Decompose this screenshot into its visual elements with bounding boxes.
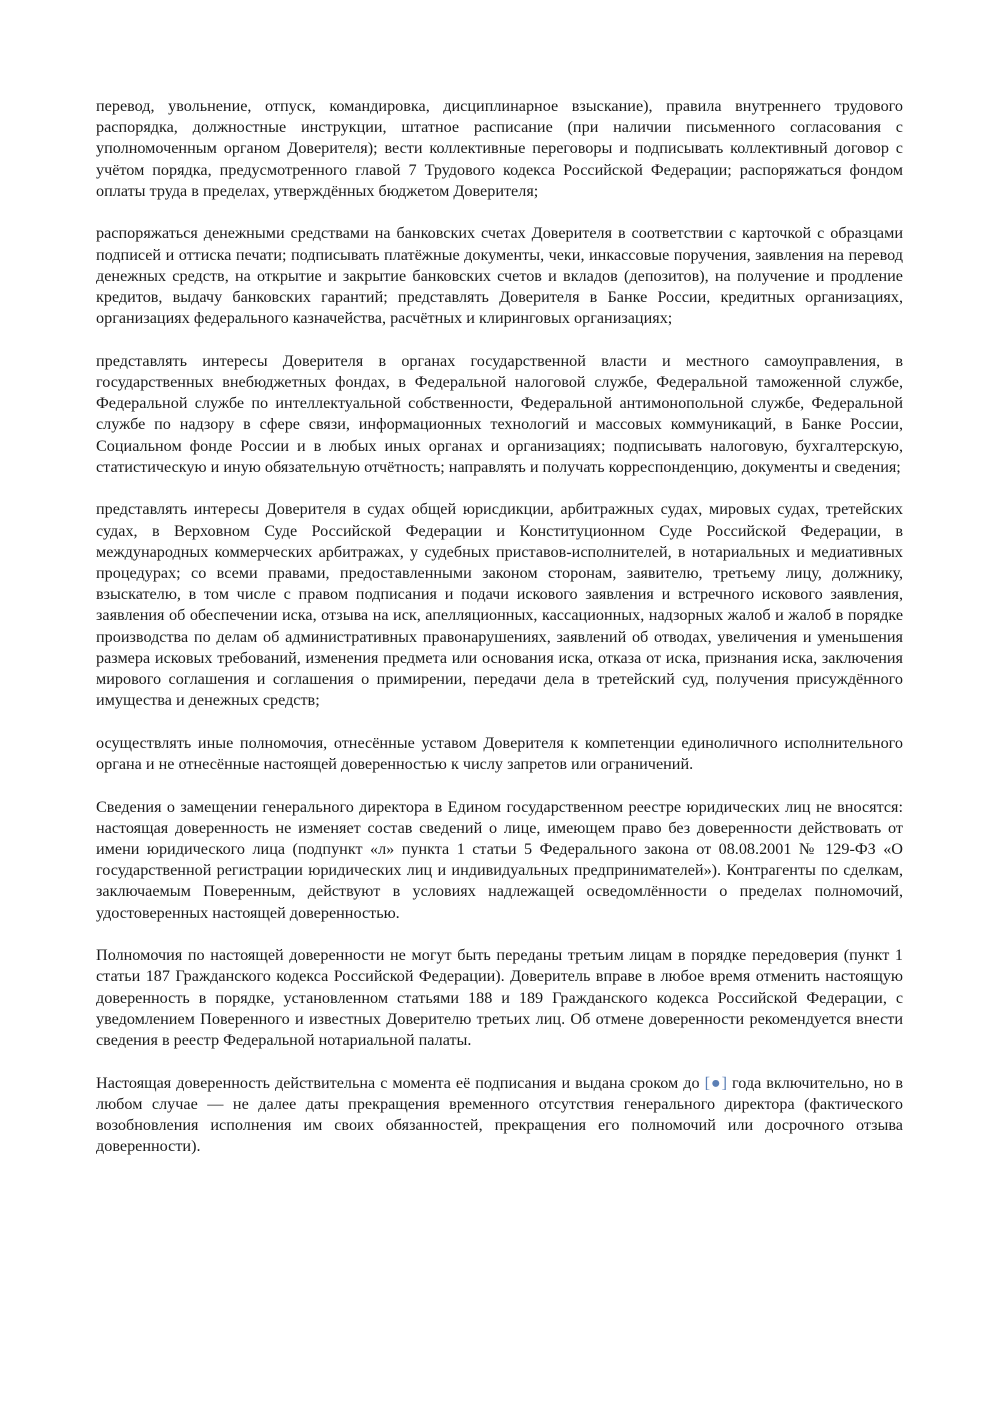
paragraph-court-representation: представлять интересы Доверителя в судах общей юрисдикции, арбитражных судах, мировых судах, третейских судах, в Верховном Суде Российской Федерации и Конституционном Суде Российской Федерации, в международных коммерческих арбитражах, у судебных приставов-исполнителей, в нотариальных и медиативных процедурах; со всеми правами, предоставленными законом сторонам, заявителю, третьему лицу, должнику, взыскателю, в том числе с правом подписания и подачи искового заявления и встречного искового заявления, заявления об обеспечении иска, отзыва на иск, апелляционных, кассационных, надзорных жалоб и жалоб в порядке производства по делам об административных правонарушениях, заявлений об отводах, увеличения и уменьшения размера исковых требований, изменения предмета или основания иска, отказа от иска, признания иска, заключения мирового соглашения и соглашения о примирении, передачи дела в третейский суд, получения присуждённого имущества и денежных средств;: [96, 500, 903, 710]
document-page: [96, 96, 903, 1179]
paragraph-validity-term: [96, 1073, 903, 1158]
paragraph-no-delegation: Полномочия по настоящей доверенности не могут быть переданы третьим лицам в порядке передоверия (пункт 1 статьи 187 Гражданского кодекса Российской Федерации). Доверитель вправе в любое время отменить настоящую доверенность в порядке, установленном статьями 188 и 189 Гражданского кодекса Российской Федерации, с уведомлением Поверенного и известных Доверителю третьих лиц. Об отмене доверенности рекомендуется внести сведения в реестр Федеральной нотариальной палаты.: [96, 946, 903, 1050]
date-placeholder: [●]: [704, 1073, 728, 1092]
paragraph-government-representation: представлять интересы Доверителя в органах государственной власти и местного самоуправления, в государственных внебюджетных фондах, в Федеральной налоговой службе, Федеральной таможенной службе, Федеральной службе по интеллектуальной собственности, Федеральной антимонопольной службе, Федеральной службе по надзору в сфере связи, информационных технологий и массовых коммуникаций, в Банке России, Социальном фонде России и в любых иных органах и организациях; подписывать налоговую, бухгалтерскую, статистическую и иную обязательную отчётность; направлять и получать корреспонденцию, документы и сведения;: [96, 351, 903, 476]
paragraph-other-powers: осуществлять иные полномочия, отнесённые уставом Доверителя к компетенции единоличного исполнительного органа и не отнесённые настоящей доверенностью к числу запретов или ограничений.: [96, 733, 903, 774]
paragraph-personnel-powers: перевод, увольнение, отпуск, командировка, дисциплинарное взыскание), правила внутреннего трудового распорядка, должностные инструкции, штатное расписание (при наличии письменного согласования с уполномоченным органом Доверителя); вести коллективные переговоры и подписывать коллективный договор с учётом порядка, предусмотренного главой 7 Трудового кодекса Российской Федерации; распоряжаться фондом оплаты труда в пределах, утверждённых бюджетом Доверителя;: [96, 97, 903, 200]
validity-text-after: года включительно, но в любом случае — не далее даты прекращения временного отсутствия генерального директора (фактического возобновления исполнения им своих обязанностей, прекращения его полномочий или досрочного отзыва доверенности).: [96, 1073, 904, 1156]
validity-text-before: Настоящая доверенность действительна с момента её подписания и выдана сроком до: [96, 1073, 705, 1092]
paragraph-banking-powers: распоряжаться денежными средствами на банковских счетах Доверителя в соответствии с карточкой с образцами подписей и оттиска печати; подписывать платёжные документы, чеки, инкассовые поручения, заявления на перевод денежных средств, на открытие и закрытие банковских счетов и вкладов (депозитов), на получение и продление кредитов, выдачу банковских гарантий; представлять Доверителя в Банке России, кредитных организациях, организациях федерального казначейства, расчётных и клиринговых организациях;: [96, 224, 903, 328]
paragraph-egrul-note: Сведения о замещении генерального директора в Едином государственном реестре юридических лиц не вносятся: настоящая доверенность не изменяет состав сведений о лице, имеющем право без доверенности действовать от имени юридического лица (подпункт «л» пункта 1 статьи 5 Федерального закона от 08.08.2001 № 129-ФЗ «О государственной регистрации юридических лиц и индивидуальных предпринимателей»). Контрагенты по сделкам, заключаемым Поверенным, действуют в условиях надлежащей осведомлённости о пределах полномочий, удостоверенных настоящей доверенностью.: [96, 797, 903, 922]
